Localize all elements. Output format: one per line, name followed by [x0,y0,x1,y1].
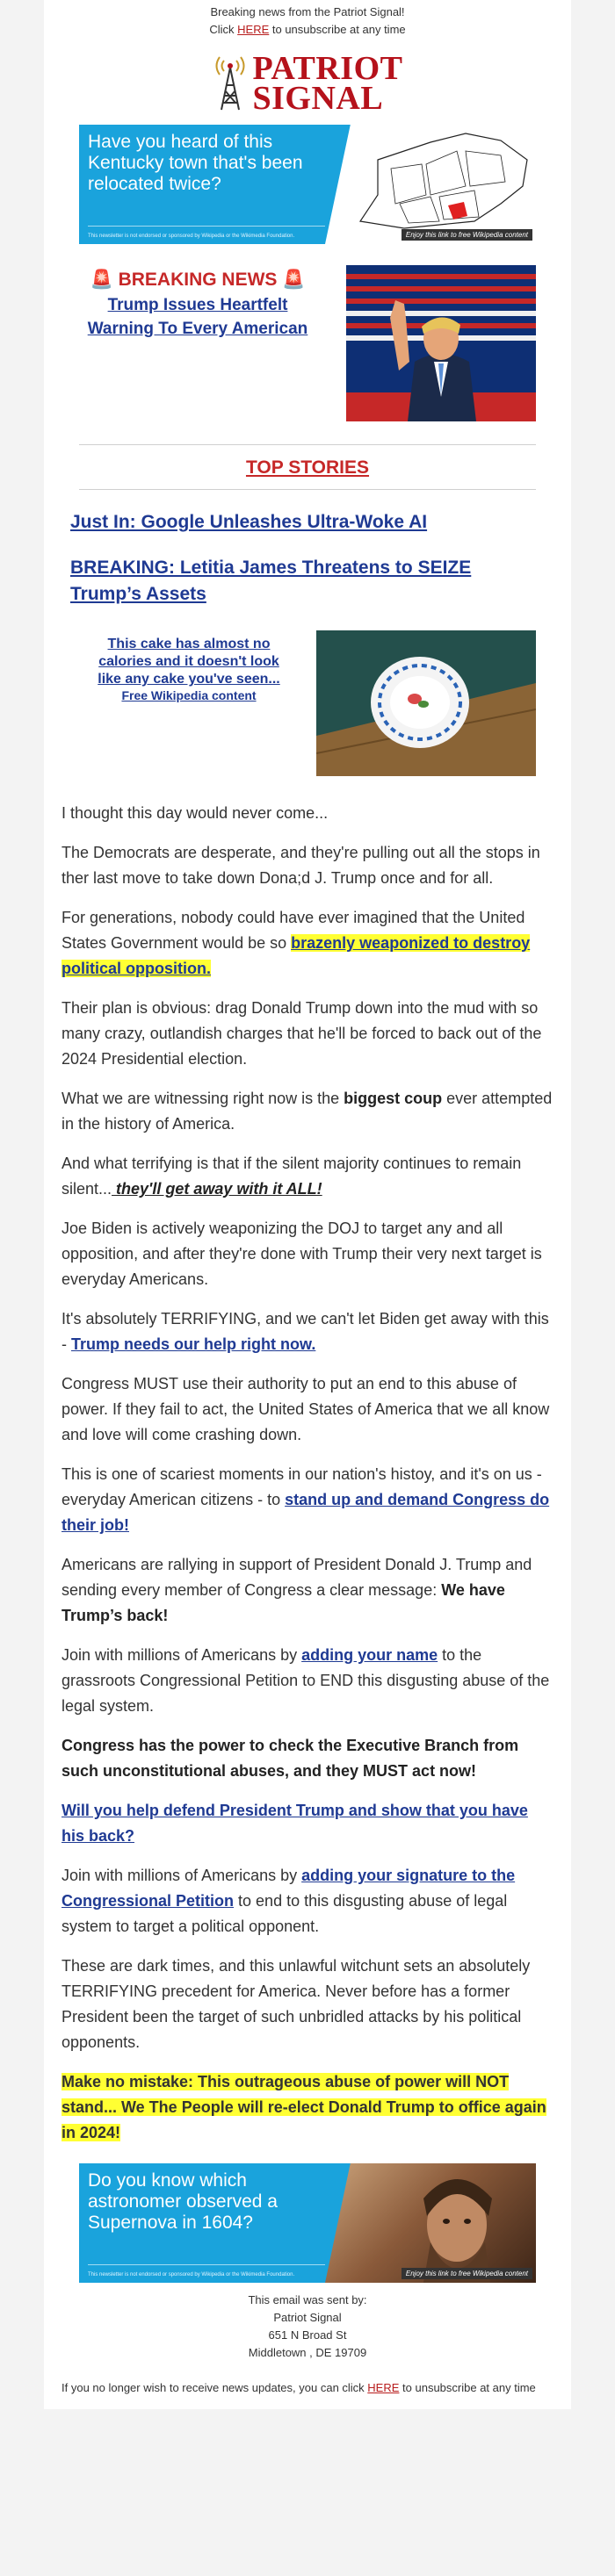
footer-line: Middletown , DE 19709 [248,2346,367,2359]
body-paragraph [62,1086,554,1137]
body-paragraph: I thought this day would never come... [62,804,329,822]
unsubscribe-link[interactable]: HERE [367,2381,400,2394]
body-paragraph [62,1552,554,1629]
ad-headline: Have you heard of this Kentucky town that's been relocated twice? [88,132,303,194]
preheader-suffix: to unsubscribe at any time [269,23,406,36]
top-story-link[interactable]: BREAKING: Letitia James Threatens to SEIZE Trump’s Assets [70,558,472,604]
trump-waving-image [346,265,536,421]
ad-cta[interactable]: Enjoy this link to free Wikipedia content [402,2268,532,2279]
get-away-link[interactable]: they'll get away with it ALL! [112,1180,322,1198]
defend-trump-link[interactable]: Will you help defend President Trump and show that you have his back? [62,1802,528,1845]
logo-word-signal: SIGNAL [252,80,384,117]
preheader-prefix: Click [209,23,238,36]
email-container [44,0,571,2409]
footer-address [44,2292,571,2362]
top-stories-title: TOP STORIES [245,457,370,478]
bold-text: We have Trump’s back! [62,1581,505,1624]
body-text: This is one of scariest moments in our nation's histoy, and it's on us - everyday American citizens - to [62,1465,542,1508]
cake-ad-link[interactable]: This cake has almost no calories and it doesn't look like any cake you've seen... [98,637,280,687]
preheader-line: Breaking news from the Patriot Signal! [210,5,405,18]
top-story-link[interactable]: Just In: Google Unleashes Ultra-Woke AI [70,512,428,532]
ad-disclaimer: This newsletter is not endorsed or sponsored by Wikipedia or the Wikimedia Foundation. [88,234,295,239]
unsubscribe-text: to unsubscribe at any time [399,2381,536,2394]
add-signature-link[interactable]: adding your signature to the Congressional Petition [62,1867,516,1910]
body-paragraph: Their plan is obvious: drag Donald Trump down into the mud with so many crazy, outlandish charges that he'll be forced to back out of the 2024 Presidential election. [62,999,542,1068]
body-paragraph: Joe Biden is actively weaponizing the DOJ to target any and all opposition, and after they're done with Trump their very next target is everyday Americans. [62,1220,542,1288]
weaponized-link[interactable]: brazenly weaponized to destroy political opposition. [62,934,531,977]
logo-wordmark [252,50,403,117]
body-paragraph: Congress MUST use their authority to put an end to this abuse of power. If they fail to act, the United States of America that we all know and love will come crashing down. [62,1375,550,1443]
cake-photo[interactable] [316,630,536,776]
body-text: ever attempted in the history of America. [62,1090,553,1133]
ad-cta[interactable]: Enjoy this link to free Wikipedia content [402,229,532,241]
astronomer-portrait-icon [325,2163,536,2283]
body-text: For generations, nobody could have ever imagined that the United States Government would be so [62,909,525,952]
body-text: Americans are rallying in support of President Donald J. Trump and sending every member of Congress a clear message: [62,1556,532,1599]
patriot-signal-logo[interactable] [44,51,571,116]
footer-line: 651 N Broad St [268,2328,347,2342]
trump-needs-help-link[interactable]: Trump needs our help right now. [71,1335,316,1353]
cake-ad-text [79,630,299,776]
body-paragraph [62,1462,554,1538]
cake-ad-sub-link[interactable]: Free Wikipedia content [121,688,257,702]
preheader [44,0,571,39]
kentucky-map-icon [325,125,536,244]
ad-divider [88,226,325,227]
bold-text: biggest coup [344,1090,443,1107]
body-text: What we are witnessing right now is the [62,1090,344,1107]
body-text: to end to this disgusting abuse of legal system to target a political opponent. [62,1892,508,1935]
wikipedia-ad-kentucky[interactable] [79,125,536,244]
unsubscribe-notice [44,2362,571,2397]
article-body [62,801,554,2146]
body-text: to the grassroots Congressional Petition to END this disgusting abuse of the legal system. [62,1646,550,1715]
body-paragraph [62,1151,554,1202]
demand-congress-link[interactable]: stand up and demand Congress do their job! [62,1491,550,1534]
unsubscribe-text: If you no longer wish to receive news updates, you can click [62,2381,368,2394]
body-paragraph: Congress has the power to check the Executive Branch from such unconstitutional abuses, and they MUST act now! [62,1737,519,1780]
ad-headline: Do you know which astronomer observed a Supernova in 1604? [88,2170,278,2233]
ad-divider [88,2264,325,2265]
body-text: Join with millions of Americans by [62,1867,302,1884]
breaking-news-title: 🚨 BREAKING NEWS 🚨 [90,270,306,290]
body-paragraph [62,1306,554,1357]
body-paragraph [62,1798,554,1849]
breaking-news-headline-link[interactable]: Trump Issues Heartfelt Warning To Every American [87,296,308,338]
body-paragraph: These are dark times, and this unlawful witchunt sets an absolutely TERRIFYING precedent for America. Never before has a former President been the target of such unbridled attacks by his political opponents. [62,1957,531,2051]
radio-tower-icon [213,55,248,112]
preheader-unsubscribe-link[interactable]: HERE [237,23,270,36]
body-paragraph [62,1863,554,1939]
body-paragraph [62,905,554,982]
footer-line: Patriot Signal [273,2311,342,2324]
body-paragraph [62,1643,554,1719]
divider-line [79,444,536,445]
trump-photo[interactable] [346,265,536,421]
divider-line [79,489,536,490]
ad-disclaimer: This newsletter is not endorsed or sponsored by Wikipedia or the Wikimedia Foundation. [88,2272,295,2277]
preheader-unsubscribe [44,21,571,39]
breaking-news-section [79,265,536,421]
logo-word-patriot: PATRIOT [252,50,403,87]
breaking-news-text [79,265,316,421]
footer-line: This email was sent by: [248,2293,367,2306]
body-paragraph [62,2069,554,2146]
body-text: Join with millions of Americans by [62,1646,302,1664]
cake-ad-section [79,630,536,776]
add-your-name-link[interactable]: adding your name [301,1646,438,1664]
highlighted-closing: Make no mistake: This outrageous abuse of power will NOT stand... We The People will re-elect Donald Trump to office again in 2024! [62,2073,546,2141]
body-paragraph: The Democrats are desperate, and they're pulling out all the stops in ther last move to take down Dona;d J. Trump once and for all. [62,844,540,887]
cake-plate-image [316,630,536,776]
body-text: And what terrifying is that if the silent majority continues to remain silent... [62,1155,522,1198]
wikipedia-ad-supernova[interactable] [79,2163,536,2283]
body-text: It's absolutely TERRIFYING, and we can't let Biden get away with this - [62,1310,549,1353]
